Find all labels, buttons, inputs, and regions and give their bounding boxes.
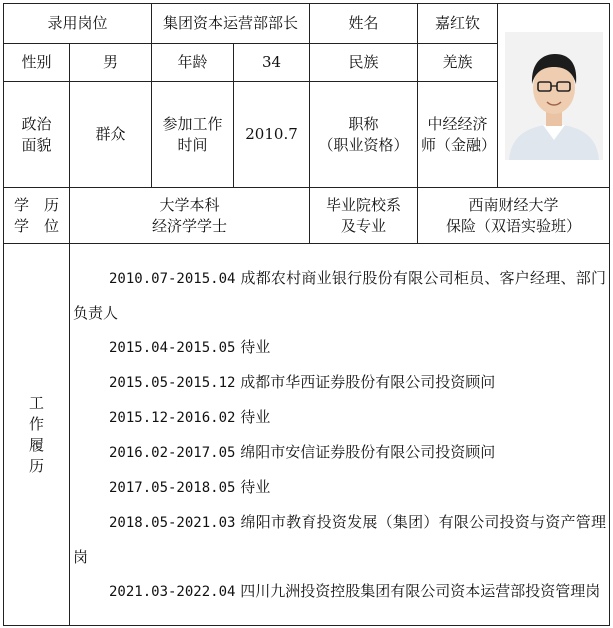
history-period: 2021.03-2022.04 <box>109 583 236 600</box>
history-text: 成都市华西证券股份有限公司投资顾问 <box>240 372 496 391</box>
history-entry <box>73 400 606 435</box>
history-period: 2017.05-2018.05 <box>109 479 236 496</box>
history-period: 2016.02-2017.05 <box>109 444 236 461</box>
political-label <box>4 82 70 188</box>
history-period: 2015.04-2015.05 <box>109 339 236 356</box>
political-value: 群众 <box>70 82 152 188</box>
gender-value: 男 <box>70 44 152 82</box>
history-label-char: 履 <box>28 435 44 454</box>
name-label: 姓名 <box>310 4 418 44</box>
history-text: 绵阳市安信证券股份有限公司投资顾问 <box>240 442 496 461</box>
education-label-line2: 学 位 <box>13 216 59 235</box>
title-label <box>310 82 418 188</box>
ethnicity-label: 民族 <box>310 44 418 82</box>
history-text: 四川九洲投资控股集团有限公司资本运营部投资管理岗 <box>240 581 601 600</box>
school-label-line2: 及专业 <box>341 216 387 235</box>
age-value: 34 <box>234 44 310 82</box>
history-text: 绵阳市教育投资发展（集团）有限公司投资与资产管理岗 <box>73 512 607 566</box>
school-value-line2: 保险（双语实验班） <box>446 216 582 235</box>
history-entry <box>73 365 606 400</box>
work-start-label-line2: 时间 <box>177 135 208 154</box>
education-label <box>4 188 70 244</box>
gender-label: 性别 <box>4 44 70 82</box>
education-value <box>70 188 310 244</box>
photo-cell <box>498 4 610 188</box>
title-label-line1: 职称 <box>348 114 379 133</box>
political-label-line2: 面貌 <box>21 135 52 154</box>
political-label-line1: 政治 <box>21 114 52 133</box>
history-label <box>4 244 70 626</box>
history-text: 待业 <box>240 337 271 356</box>
candidate-info-table <box>3 3 610 626</box>
history-label-char: 工 <box>28 393 44 412</box>
age-label: 年龄 <box>152 44 234 82</box>
ethnicity-value: 羌族 <box>418 44 498 82</box>
history-text: 待业 <box>240 477 271 496</box>
education-value-line2: 经济学学士 <box>152 216 228 235</box>
history-period: 2018.05-2021.03 <box>109 514 236 531</box>
title-value <box>418 82 498 188</box>
education-label-line1: 学 历 <box>13 195 59 214</box>
history-period: 2015.12-2016.02 <box>109 409 236 426</box>
position-label: 录用岗位 <box>4 4 152 44</box>
education-value-line1: 大学本科 <box>159 195 220 214</box>
history-text: 待业 <box>240 407 271 426</box>
name-value: 嘉红钦 <box>418 4 498 44</box>
title-value-line2: 师（金融） <box>421 135 497 154</box>
history-label-char: 历 <box>28 456 44 475</box>
history-entry <box>73 435 606 470</box>
school-value-line1: 西南财经大学 <box>468 195 559 214</box>
work-history-cell <box>70 244 610 626</box>
history-entry <box>73 330 606 365</box>
work-start-value: 2010.7 <box>234 82 310 188</box>
history-text: 成都农村商业银行股份有限公司柜员、客户经理、部门负责人 <box>73 268 607 322</box>
photo-frame <box>498 4 609 187</box>
work-start-label-line1: 参加工作 <box>162 114 223 133</box>
school-value <box>418 188 610 244</box>
person-portrait-icon <box>505 32 603 160</box>
school-label <box>310 188 418 244</box>
title-label-line2: （职业资格） <box>318 135 409 154</box>
history-entry <box>73 470 606 505</box>
position-value: 集团资本运营部部长 <box>152 4 310 44</box>
history-entry <box>73 261 606 330</box>
title-value-line1: 中经经济 <box>427 114 488 133</box>
history-period: 2010.07-2015.04 <box>109 270 236 287</box>
history-period: 2015.05-2015.12 <box>109 374 236 391</box>
school-label-line1: 毕业院校系 <box>326 195 402 214</box>
history-label-char: 作 <box>28 414 44 433</box>
history-entry <box>73 574 606 609</box>
work-start-label <box>152 82 234 188</box>
history-entry <box>73 505 606 574</box>
